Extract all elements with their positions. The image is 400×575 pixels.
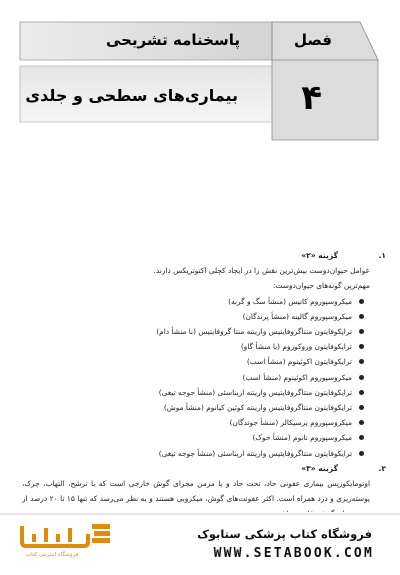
list-item: ترایکوفایتون منتاگروفایتیس وارینته اریناسئی (منشأ جوجه تیغی) (22, 385, 364, 400)
chapter-label: فصل (294, 31, 332, 49)
chapter-number: ۴ (301, 78, 322, 118)
shop-url[interactable]: WWW.SETABOOK.COM (213, 546, 374, 561)
chapter-title: بیماری‌های سطحی و جلدی (25, 86, 238, 105)
section-title: پاسخنامه تشریحی (105, 31, 240, 49)
question-number: ۲. (378, 463, 386, 473)
list-item: میکروسپوروم اکوئینوم (منشأ اسب) (22, 370, 364, 385)
answer-option: گزینه «۲» (301, 251, 338, 260)
list-item: میکروسپوروم پرسیکالر (منشأ جوندگان) (22, 415, 364, 430)
answer-paragraph: اوتومایکوزیس بیماری عفونی حاد، تحت حاد و یا مزمن مجرای گوش خارجی است که با ترشح، التهاب، چرک، پوسته‌ریزی و درد همراه است. اکثر عفونت‌های گوش، میکروبی هستند و به نظر می‌رسد که تنها ۱۵ تا ۲۰ درصد از (22, 479, 370, 504)
species-list (22, 294, 386, 461)
list-item: ترایکوفایتون منتاگروفایتیس وارینته کوئین کیانوم (منشأ موش) (22, 400, 364, 415)
list-item: ترایکوفایتون اکوئینوم (منشأ اسب) (22, 354, 364, 369)
question-header (22, 248, 386, 263)
list-item: میکروسپوروم گالینه (منشأ پرندگان) (22, 309, 364, 324)
list-item: میکروسپوروم نانوم (منشأ خوک) (22, 430, 364, 445)
chapter-header (0, 0, 400, 150)
list-item: ترایکوفایتون وروکوزوم (با منشأ گاو) (22, 339, 364, 354)
header-graphic (0, 0, 400, 150)
answer-content (22, 248, 386, 522)
list-item: ترایکوفایتون منتاگروفایتیس وارینته اریناسئی (منشأ جوجه تیغی) (22, 446, 364, 461)
answer-option: گزینه «۳» (301, 463, 338, 473)
list-item: ترایکوفایتون منتاگروفایتیس وارینته منتا گروفایتیس (با منشأ دام) (22, 324, 364, 339)
answer-subintro: مهم‌ترین گونه‌های حیوان‌دوست: (273, 281, 370, 291)
question-header (22, 461, 386, 476)
question-number: ۱. (378, 251, 386, 260)
answer-intro: عوامل حیوان‌دوست بیش‌ترین نقش را در ایجاد کچلی اکتوتریکس دارند. (153, 266, 370, 276)
shop-name: فروشگاه کتاب پزشکی ستابوک (197, 527, 372, 541)
logo-tagline: فروشگاه اینترنتی کتاب (26, 552, 79, 558)
list-item: میکروسپوروم کانیس (منشأ سگ و گربه) (22, 294, 364, 309)
